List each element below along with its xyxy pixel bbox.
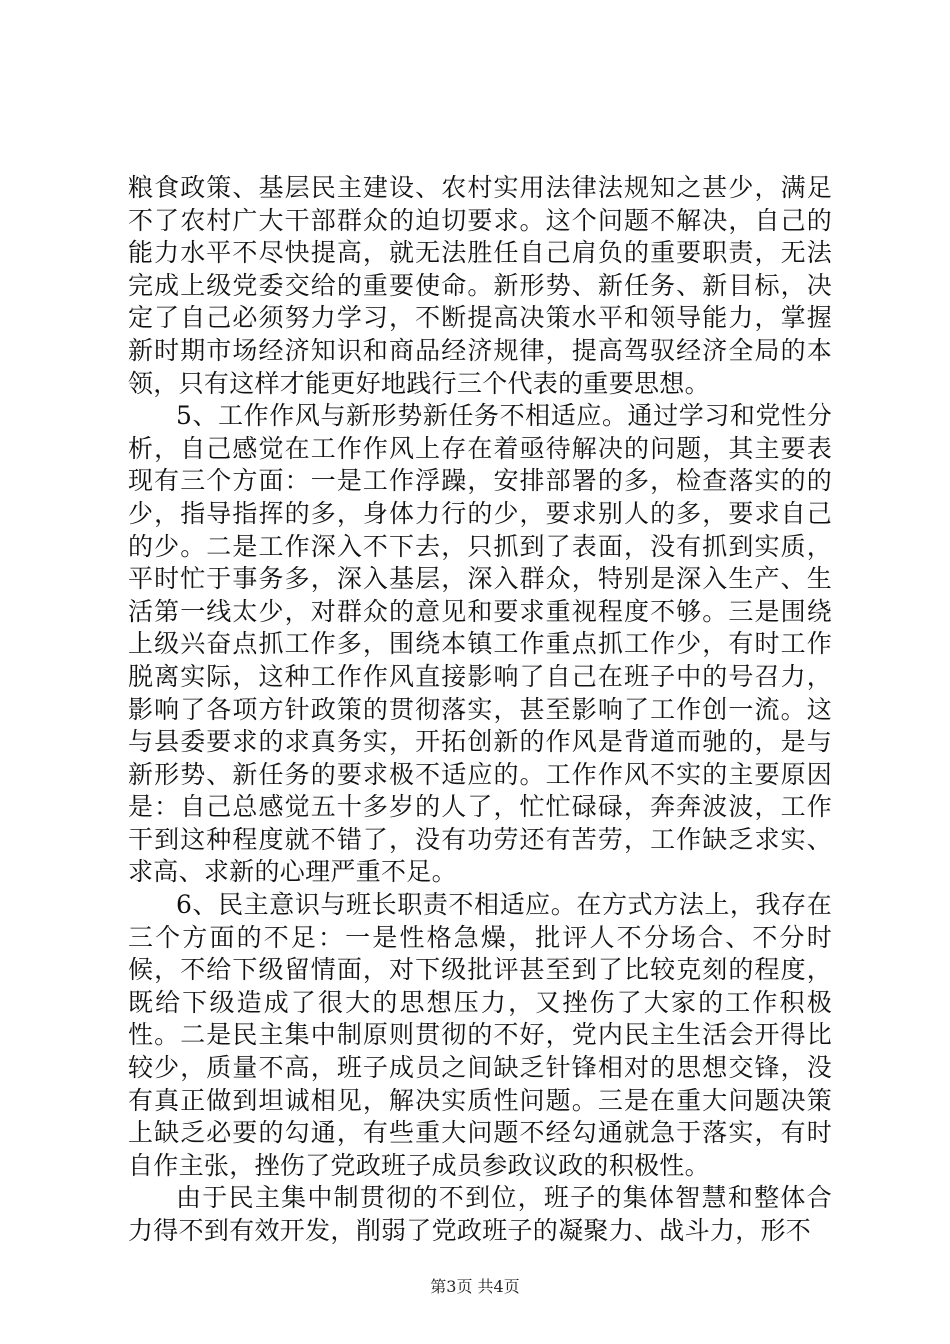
paragraph-1: 粮食政策、基层民主建设、农村实用法律法规知之甚少，满足不了农村广大干部群众的迫切要求。这个问题不解决，自己的能力水平不尽快提高，就无法胜任自己肩负的重要职责，无法完成上级党委交给的重要使命。新形势、新任务、新目标，决定了自己必须努力学习，不断提高决策水平和领导能力，掌握新时期市场经济知识和商品经济规律，提高驾驭经济全局的本领，只有这样才能更好地践行三个代表的重要思想。 — [128, 173, 832, 398]
paragraph-3: 6、民主意识与班长职责不相适应。在方式方法上，我存在三个方面的不足：一是性格急燥，批评人不分场合、不分时候，不给下级留情面，对下级批评甚至到了比较克刻的程度，既给下级造成了很大的思想压力，又挫伤了大家的工作积极性。二是民主集中制原则贯彻的不好，党内民主生活会开得比较少，质量不高，班子成员之间缺乏针锋相对的思想交锋，没有真正做到坦诚相见，解决实质性问题。三是在重大问题决策上缺乏必要的勾通，有些重大问题不经勾通就急于落实，有时自作主张，挫伤了党政班子成员参政议政的积极性。 — [128, 890, 832, 1180]
paragraph-2: 5、工作作风与新形势新任务不相适应。通过学习和党性分析，自己感觉在工作作风上存在着亟待解决的问题，其主要表现有三个方面：一是工作浮躁，安排部署的多，检查落实的的少，指导指挥的多，身体力行的少，要求别人的多，要求自己的少。二是工作深入不下去，只抓到了表面，没有抓到实质，平时忙于事务多，深入基层，深入群众，特别是深入生产、生活第一线太少，对群众的意见和要求重视程度不够。三是围绕上级兴奋点抓工作多，围绕本镇工作重点抓工作少，有时工作脱离实际，这种工作作风直接影响了自己在班子中的号召力，影响了各项方针政策的贯彻落实，甚至影响了工作创一流。这与县委要求的求真务实，开拓创新的作风是背道而驰的，是与新形势、新任务的要求极不适应的。工作作风不实的主要原因是：自己总感觉五十多岁的人了，忙忙碌碌，奔奔波波，工作干到这种程度就不错了，没有功劳还有苦劳，工作缺乏求实、求高、求新的心理严重不足。 — [128, 401, 832, 887]
document-body — [128, 172, 832, 1248]
paragraph-4: 由于民主集中制贯彻的不到位，班子的集体智慧和整体合力得不到有效开发，削弱了党政班子的凝聚力、战斗力，形不 — [128, 1183, 832, 1245]
page-footer: 第3页 共4页 — [430, 1277, 520, 1296]
